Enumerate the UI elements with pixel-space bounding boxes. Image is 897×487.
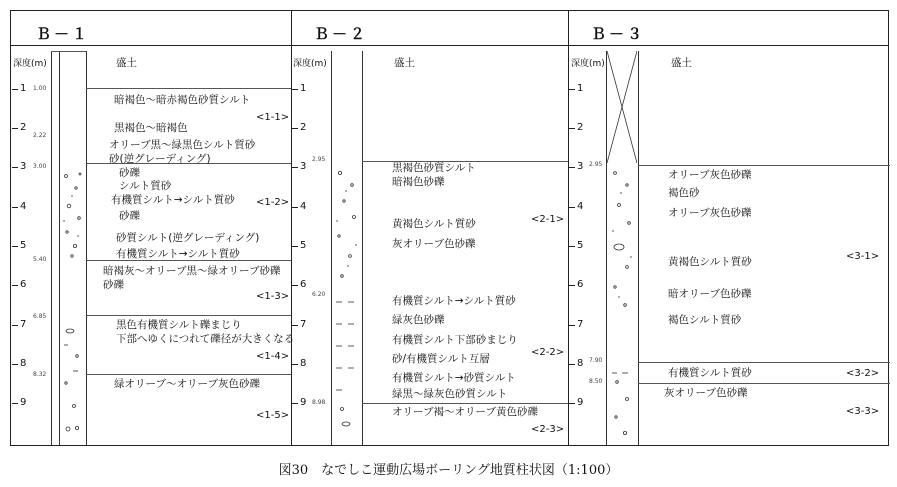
b1-description: 有機質シルト→シルト質砂 [111,194,235,206]
b2-tick-9: 9 [300,397,307,408]
b2-description: 緑黒～緑灰色砂質シルト [392,388,508,400]
b2-description: 有機質シルト→砂質シルト [392,372,516,384]
b1-description: 黒褐色～暗褐色 [114,122,188,134]
b3-description: 暗オリーブ色砂礫 [668,288,752,300]
column-title-b3: Ｂ－３ [591,25,646,43]
b3-description: オリーブ灰色砂礫 [668,169,752,181]
b1-description: 砂礫 [103,279,124,291]
b1-description: 盛土 [116,57,137,69]
b3-tick-7: 7 [577,319,584,330]
b3-tick-1: 1 [577,83,584,94]
b1-boundary-depth: 3.00 [33,163,47,170]
b1-tick-8: 8 [20,358,27,369]
figure-caption: 図30 なでしこ運動広場ボーリング地質柱状図（1:100） [278,463,619,478]
b1-description: 砂(逆グレーディング) [109,153,211,165]
b2-unit-label: <2-3> [531,424,565,435]
b1-layer-line [86,260,291,261]
b1-description: 暗褐灰～オリーブ黒～緑オリーブ砂礫 [103,265,281,277]
b1-description: 有機質シルト→シルト質砂 [116,248,240,260]
b3-lower-pattern [607,367,637,442]
b2-description: 砂/有機質シルト互層 [392,353,490,365]
b2-unit-label: <2-1> [531,214,565,225]
depth-label-b3: 深度(m) [571,59,605,69]
b3-layer-line [638,383,890,384]
b2-tick-1: 1 [300,83,307,94]
b1-unit-label: <1-3> [256,291,290,302]
b2-description: 有機質シルト下部砂まじり [392,334,518,346]
b3-tick-8: 8 [577,358,584,369]
b3-tick-6: 6 [577,279,584,290]
b1-boundary-depth: 6.85 [33,313,47,320]
b3-layer-line [638,165,890,166]
b3-tick-5: 5 [577,240,584,251]
b3-tick-2: 2 [577,122,584,133]
b3-description: 灰オリーブ色砂礫 [664,387,748,399]
b2-description: 暗褐色砂礫 [392,176,445,188]
b1-description: 砂礫 [119,210,140,222]
b3-tick-3: 3 [577,161,584,172]
b1-mixed-pattern [60,311,85,436]
b3-boundary-depth: 8.50 [589,378,603,385]
column-title-b1: Ｂ－１ [36,25,91,43]
b2-description: 黄褐色シルト質砂 [392,218,476,230]
b2-description: オリーブ褐～オリーブ黄色砂礫 [392,406,538,418]
b1-description: 砂質シルト(逆グレーディング) [116,232,260,244]
b2-description: 黒褐色砂質シルト [392,162,476,174]
b3-description: オリーブ灰色砂礫 [668,207,752,219]
b2-tick-3: 3 [300,161,307,172]
b3-boundary-depth: 7.90 [589,357,603,364]
b1-boundary-depth: 1.00 [33,85,47,92]
b2-silt-pattern [332,294,361,434]
b1-tick-1: 1 [20,83,27,94]
b1-tick-2: 2 [20,122,27,133]
column-divider-b2-b3 [568,11,569,445]
b1-tick-6: 6 [20,279,27,290]
column-title-b2: Ｂ－２ [314,25,369,43]
b1-unit-label: <1-5> [256,410,290,421]
b2-tick-6: 6 [300,279,307,290]
b1-boundary-depth: 8.32 [33,371,47,378]
b2-unit-label: <2-2> [531,347,565,358]
b1-layer-line [86,315,291,316]
b1-boundary-depth: 5.40 [33,256,47,263]
b3-tick-9: 9 [577,397,584,408]
b3-description: 盛土 [671,57,692,69]
b2-boundary-depth: 2.95 [312,156,326,163]
b2-tick-8: 8 [300,358,307,369]
b1-description: 黒色有機質シルト礫まじり [116,319,242,331]
b2-core-right [362,51,363,445]
header-separator [11,45,888,46]
b2-tick-2: 2 [300,122,307,133]
b2-gravel-pattern [332,161,361,291]
column-divider-b1-b2 [291,11,292,445]
b1-layer-line [86,374,291,375]
b2-description: 盛土 [394,57,415,69]
b2-description: 有機質シルト→シルト質砂 [392,295,516,307]
b1-description: オリーブ黒～緑黒色シルト質砂 [109,139,256,151]
b2-layer-line [362,403,568,404]
b3-unit-label: <3-3> [846,406,880,417]
b3-description: 褐色シルト質砂 [668,314,742,326]
b3-description: 褐色砂 [668,187,700,199]
b3-description: 有機質シルト質砂 [668,367,752,379]
b3-boundary-depth: 2.95 [589,161,603,168]
depth-label-b2: 深度(m) [293,59,327,69]
b1-tick-9: 9 [20,397,27,408]
b1-boundary-depth: 2.22 [33,132,47,139]
b1-description: 緑オリーブ～オリーブ灰色砂礫 [114,378,260,390]
b1-tick-3: 3 [20,161,27,172]
b1-axis-line [51,51,52,445]
boring-log-figure [10,10,889,446]
b3-tick-4: 4 [577,201,584,212]
b1-core-top [51,51,86,52]
b3-unit-label: <3-1> [846,251,880,262]
b2-description: 緑灰色砂礫 [392,314,445,326]
b1-tick-4: 4 [20,201,27,212]
b1-tick-7: 7 [20,319,27,330]
b1-core-right [86,51,87,445]
b1-tick-5: 5 [20,240,27,251]
b2-boundary-depth: 6.20 [312,291,326,298]
b3-gravel-pattern [607,165,637,315]
b2-boundary-depth: 8.98 [312,399,326,406]
b3-core-right [638,51,639,445]
b3-unit-label: <3-2> [846,368,880,379]
b2-tick-5: 5 [300,240,307,251]
b2-description: 灰オリーブ色砂礫 [392,238,476,250]
b1-description: 下部へゆくにつれて礫径が大きくなる [116,333,295,345]
b3-layer-line [638,362,890,363]
b1-unit-label: <1-1> [256,112,290,123]
b1-description: 砂礫 [119,167,140,179]
b3-fill-cross [607,51,637,163]
b3-description: 黄褐色シルト質砂 [668,256,752,268]
b1-description: 暗褐色～暗赤褐色砂質シルト [114,94,251,106]
b1-description: シルト質砂 [119,180,172,192]
b1-gravel-pattern [60,166,85,264]
b1-unit-label: <1-2> [256,197,290,208]
b1-unit-label: <1-4> [256,351,290,362]
depth-label-b1: 深度(m) [13,59,47,69]
b2-tick-7: 7 [300,319,307,330]
b2-tick-4: 4 [300,201,307,212]
b1-layer-line [86,88,291,89]
